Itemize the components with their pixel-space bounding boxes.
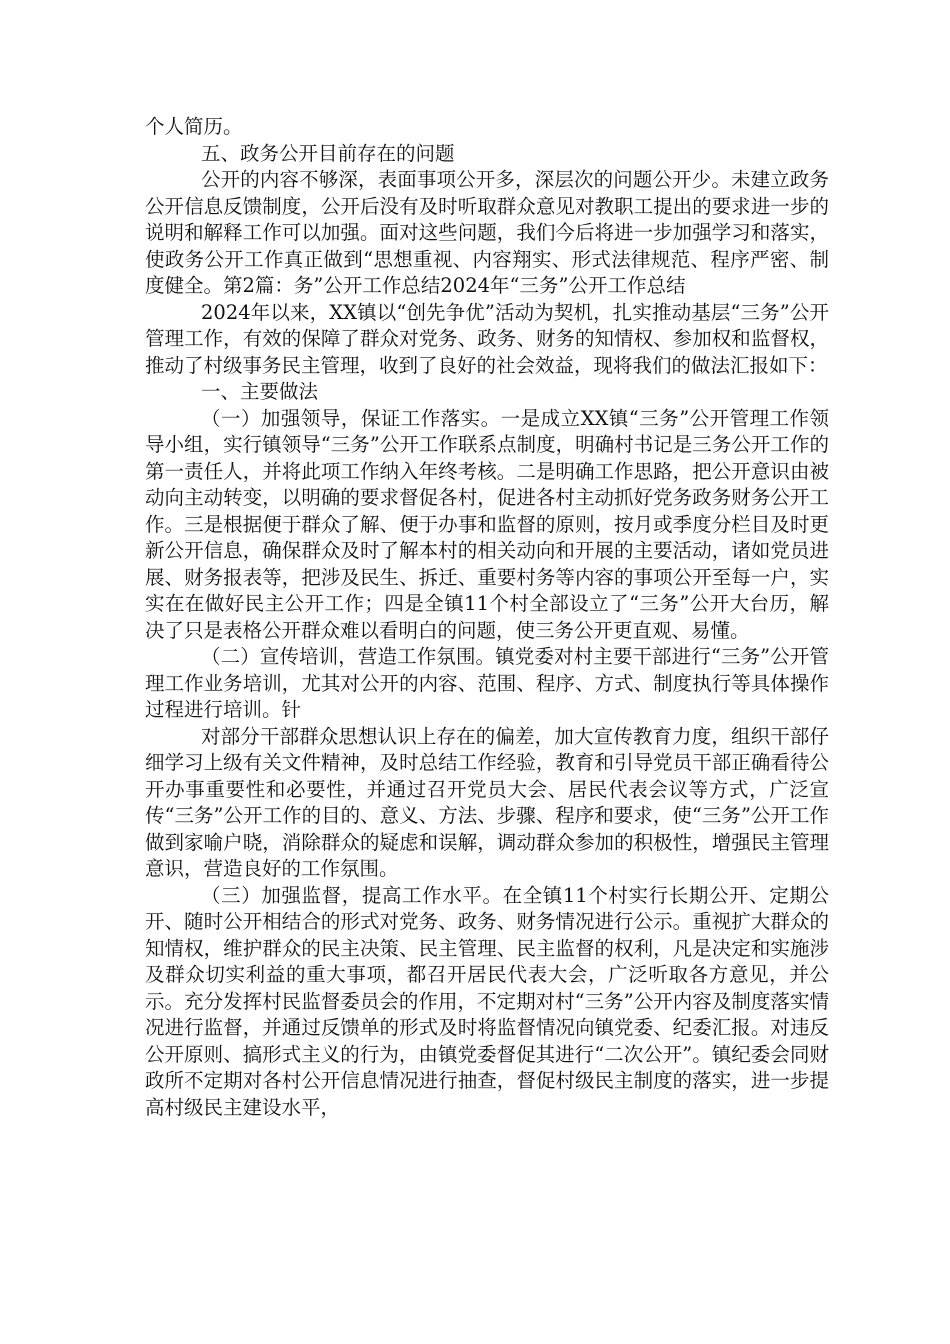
paragraph-6: （二）宣传培训，营造工作氛围。镇党委对村主要干部进行“三务”公开管理工作业务培训，尤其对公开的内容、范围、程序、方式、制度执行等具体操作过程进行培训。针 [145,645,829,721]
paragraph-7: 对部分干部群众思想认识上存在的偏差，加大宣传教育力度，组织干部仔细学习上级有关文件精神，及时总结工作经验，教育和引导党员干部正确看待公开办事重要性和必要性，并通过召开党员大会、居民代表会议等方式，广泛宣传“三务”公开工作的目的、意义、方法、步骤、程序和要求，使“三务”公开工作做到家喻户晓，消除群众的疑虑和误解，调动群众参加的积极性，增强民主管理意识，营造良好的工作氛围。 [145,724,829,880]
paragraph-0: 个人简历。 [145,115,243,138]
document-body [145,114,829,1121]
section-heading-5: 五、政务公开目前存在的问题 [201,141,455,165]
paragraph-3: 2024年以来，XX镇以“创先争优”活动为契机，扎实推动基层“三务”公开管理工作，有效的保障了群众对党务、政务、财务的知情权、参加权和监督权，推动了村级事务民主管理，收到了良好的社会效益，现将我们的做法汇报如下： [145,300,829,377]
paragraph-2: 公开的内容不够深，表面事项公开多，深层次的问题公开少。未建立政务公开信息反馈制度，公开后没有及时听取群众意见对教职工提出的要求进一步的说明和解释工作可以加强。面对这些问题，我们今后将进一步加强学习和落实，使政务公开工作真正做到“思想重视、内容翔实、形式法律规范、程序严密、制度健全。第2篇：务”公开工作总结2024年“三务”公开工作总结 [145,168,829,297]
paragraph-5: （一）加强领导，保证工作落实。一是成立XX镇“三务”公开管理工作领导小组，实行镇领导“三务”公开工作联系点制度，明确村书记是三务公开工作的第一责任人，并将此项工作纳入年终考核。二是明确工作思路，把公开意识由被动向主动转变，以明确的要求督促各村，促进各村主动抓好党务政务财务公开工作。三是根据便于群众了解、便于办事和监督的原则，按月或季度分栏目及时更新公开信息，确保群众及时了解本村的相关动向和开展的主要活动，诸如党员进展、财务报表等，把涉及民生、拆迁、重要村务等内容的事项公开至每一户，实实在在做好民主公开工作；四是全镇11个村全部设立了“三务”公开大台历，解决了只是表格公开群众难以看明白的问题，使三务公开更直观、易懂。 [145,406,829,642]
paragraph-8: （三）加强监督，提高工作水平。在全镇11个村实行长期公开、定期公开、随时公开相结合的形式对党务、政务、财务情况进行公示。重视扩大群众的知情权，维护群众的民主决策、民主管理、民主监督的权利，凡是决定和实施涉及群众切实利益的重大事项，都召开居民代表大会，广泛听取各方意见，并公示。充分发挥村民监督委员会的作用，不定期对村“三务”公开内容及制度落实情况进行监督，并通过反馈单的形式及时将监督情况向镇党委、纪委汇报。对违反公开原则、搞形式主义的行为，由镇党委督促其进行“二次公开”。镇纪委会同财政所不定期对各村公开信息情况进行抽查，督促村级民主制度的落实，进一步提高村级民主建设水平， [145,883,829,1119]
section-heading-main-practices: 一、主要做法 [201,380,319,403]
